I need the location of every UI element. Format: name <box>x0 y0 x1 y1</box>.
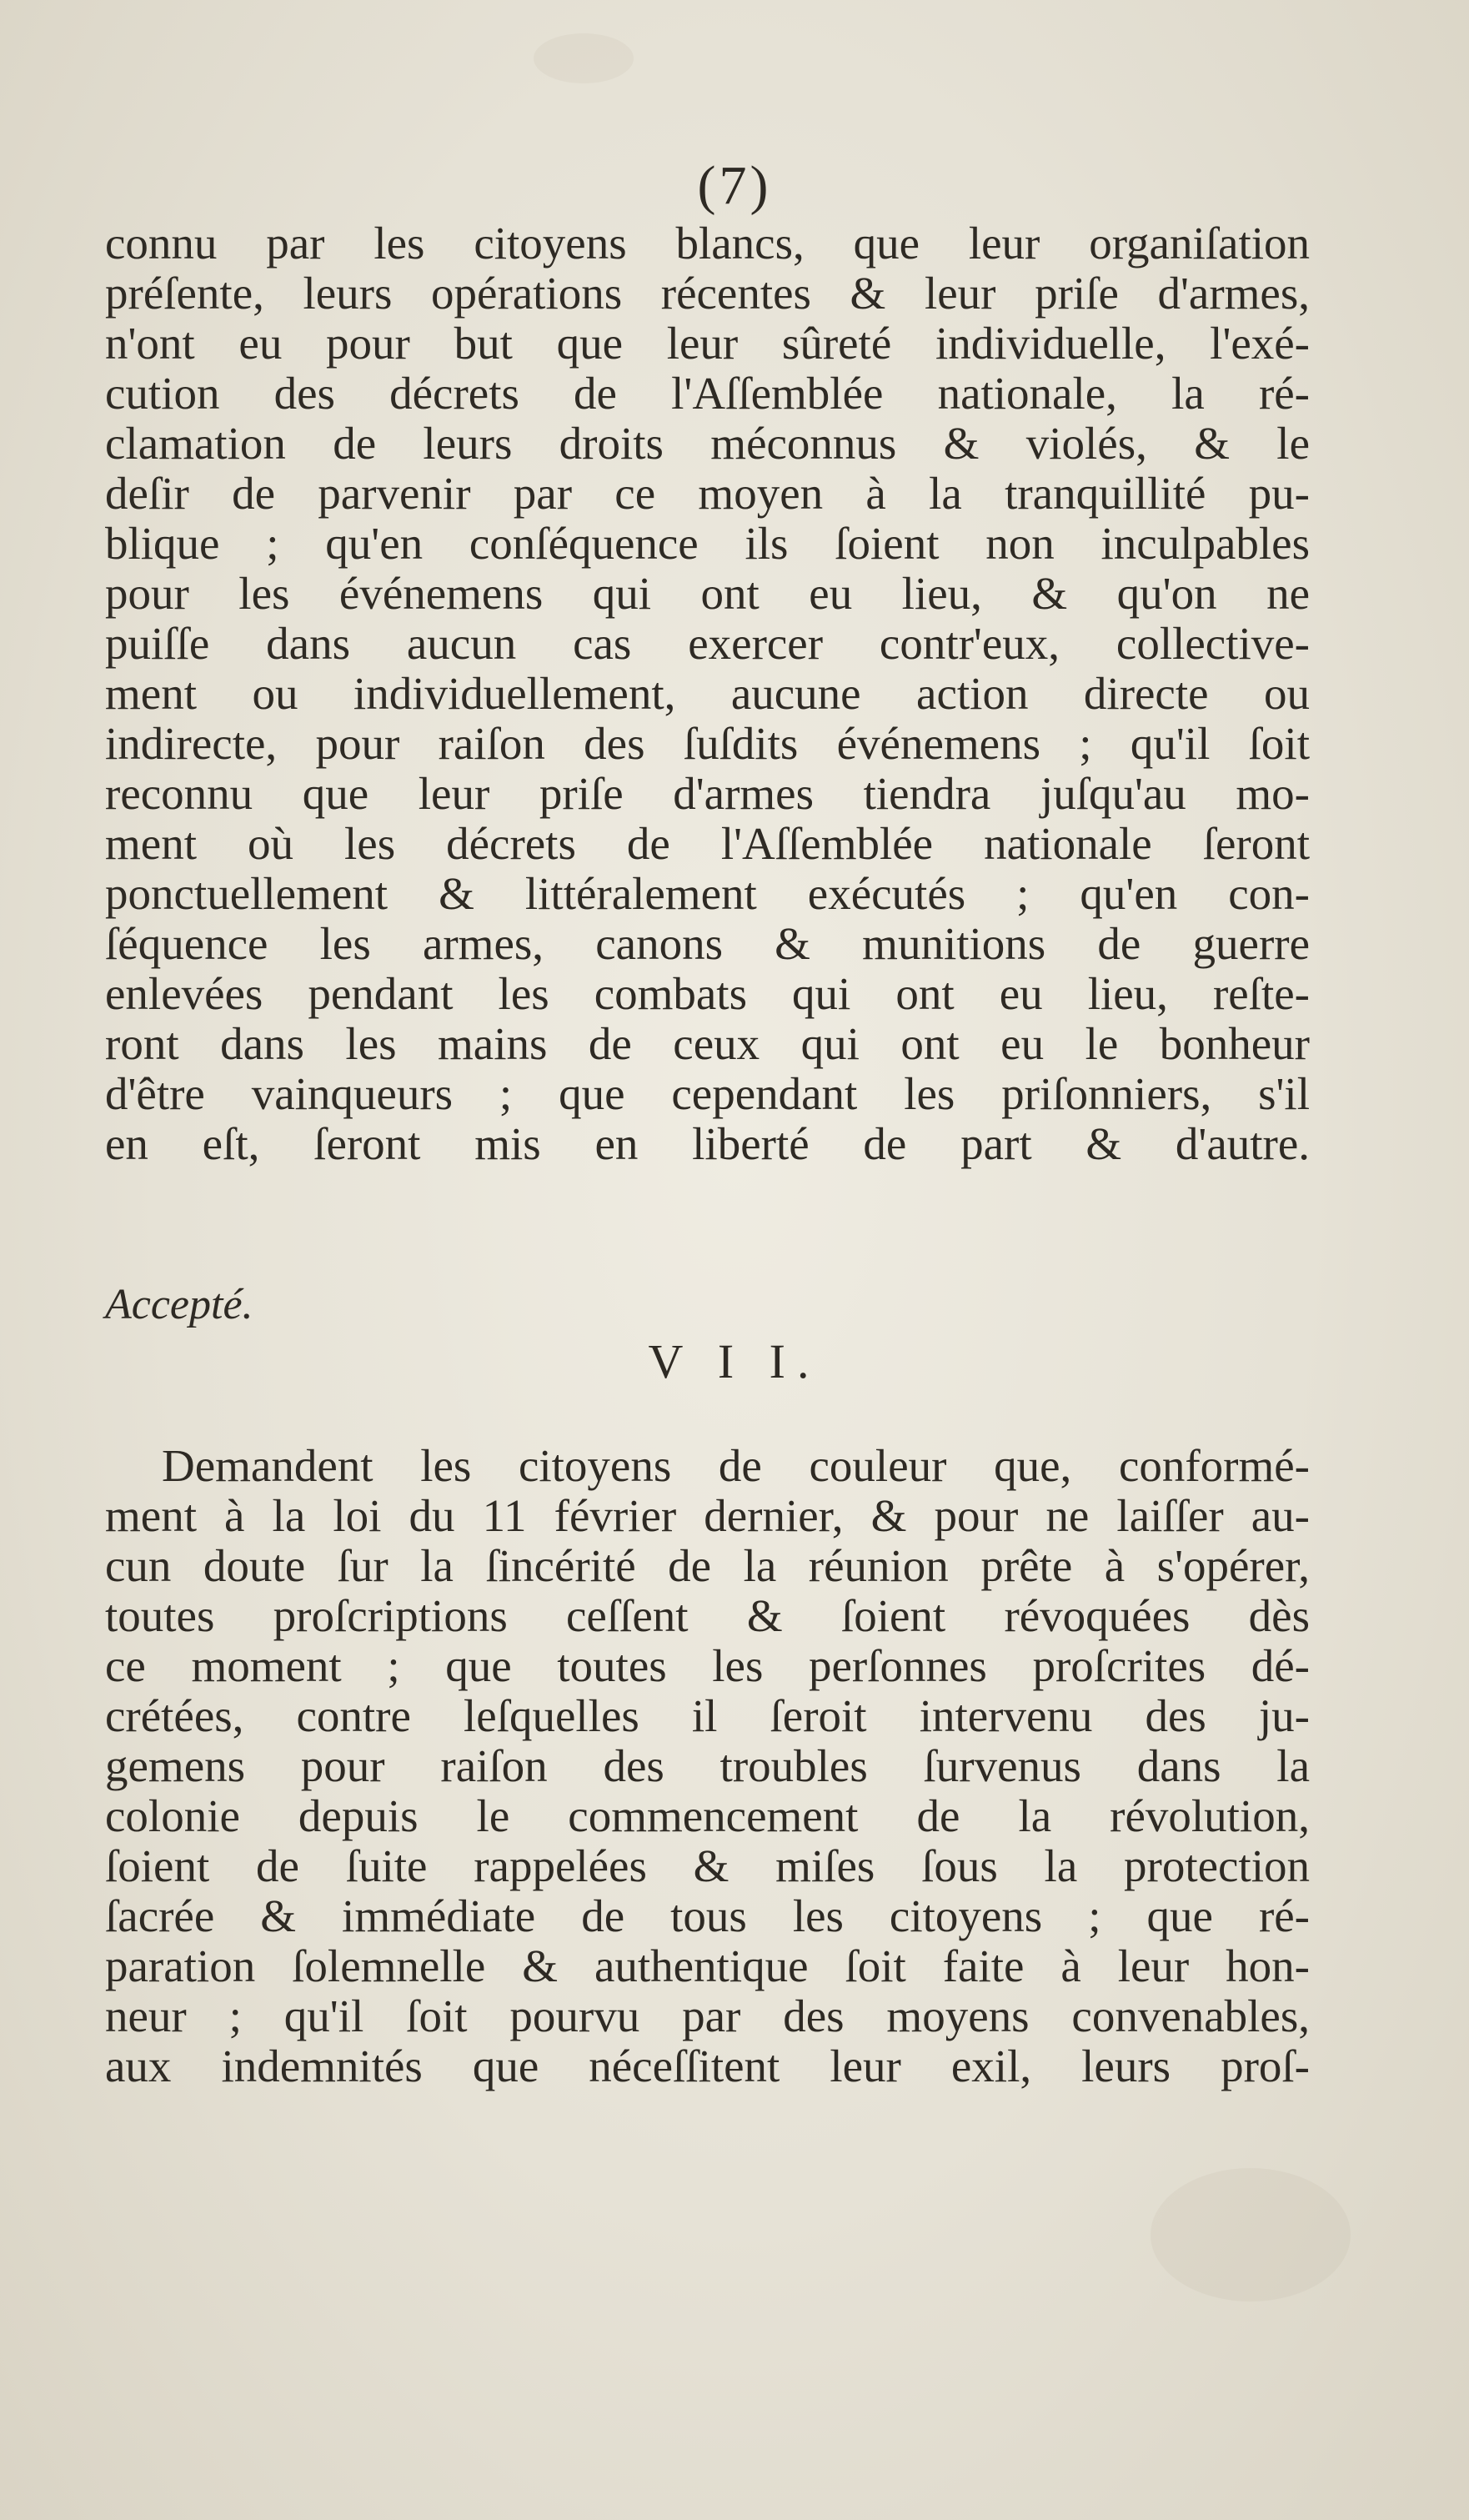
text-line: indirecte, pour raiſon des ſuſdits événemens ; qu'il ſoit <box>105 718 1310 769</box>
paragraph-article-7 <box>105 1441 1310 2091</box>
text-line: blique ; qu'en conſéquence ils ſoient non inculpables <box>105 518 1310 569</box>
text-line: Demandent les citoyens de couleur que, conformé- <box>162 1440 1310 1491</box>
text-line: toutes proſcriptions ceſſent & ſoient révoquées dès <box>105 1590 1310 1641</box>
text-line: en eſt, ſeront mis en liberté de part & d'autre. <box>105 1118 1310 1169</box>
text-line: cun doute ſur la ſincérité de la réunion prête à s'opérer, <box>105 1540 1310 1591</box>
text-line: d'être vainqueurs ; que cependant les priſonniers, s'il <box>105 1068 1310 1119</box>
section-heading: V I I. <box>648 1334 821 1388</box>
text-line: ſacrée & immédiate de tous les citoyens ; que ré- <box>105 1890 1310 1941</box>
text-line: enlevées pendant les combats qui ont eu lieu, reſte- <box>105 968 1310 1019</box>
paper-stain <box>534 33 634 83</box>
text-line: aux indemnités que néceſſitent leur exil, leurs proſ- <box>105 2041 1310 2091</box>
text-line: colonie depuis le commencement de la révolution, <box>105 1790 1310 1841</box>
text-line: ront dans les mains de ceux qui ont eu le bonheur <box>105 1018 1310 1069</box>
text-line: ment où les décrets de l'Aſſemblée nationale ſeront <box>105 818 1310 869</box>
text-line: ponctuellement & littéralement exécutés ; qu'en con- <box>105 868 1310 919</box>
text-line: reconnu que leur priſe d'armes tiendra juſqu'au mo- <box>105 768 1310 819</box>
text-line: ſoient de ſuite rappelées & miſes ſous la protection <box>105 1840 1310 1891</box>
text-line: deſir de parvenir par ce moyen à la tranquillité pu- <box>105 468 1310 519</box>
text-line: préſente, leurs opérations récentes & leur priſe d'armes, <box>105 268 1310 319</box>
text-line: crétées, contre leſquelles il ſeroit intervenu des ju- <box>105 1690 1310 1741</box>
text-line: n'ont eu pour but que leur sûreté individuelle, l'exé- <box>105 318 1310 369</box>
paragraph-article-6 <box>105 218 1310 1169</box>
page-number: (7) <box>697 155 772 216</box>
text-line: clamation de leurs droits méconnus & violés, & le <box>105 418 1310 469</box>
text-line: ment à la loi du 11 février dernier, & pour ne laiſſer au- <box>105 1490 1310 1541</box>
accepted-note: Accepté. <box>105 1281 253 1328</box>
text-line: ce moment ; que toutes les perſonnes proſcrites dé- <box>105 1640 1310 1691</box>
text-line: paration ſolemnelle & authentique ſoit faite à leur hon- <box>105 1940 1310 1991</box>
text-line: puiſſe dans aucun cas exercer contr'eux, collective- <box>105 618 1310 669</box>
text-line: ſéquence les armes, canons & munitions de guerre <box>105 918 1310 969</box>
text-line: neur ; qu'il ſoit pourvu par des moyens convenables, <box>105 1990 1310 2041</box>
text-line: ment ou individuellement, aucune action directe ou <box>105 668 1310 719</box>
paper-stain <box>1151 2168 1351 2302</box>
text-line: connu par les citoyens blancs, que leur organiſation <box>105 218 1310 269</box>
text-line: pour les événemens qui ont eu lieu, & qu'on ne <box>105 568 1310 619</box>
text-line: gemens pour raiſon des troubles ſurvenus dans la <box>105 1740 1310 1791</box>
text-line: cution des décrets de l'Aſſemblée nationale, la ré- <box>105 368 1310 419</box>
